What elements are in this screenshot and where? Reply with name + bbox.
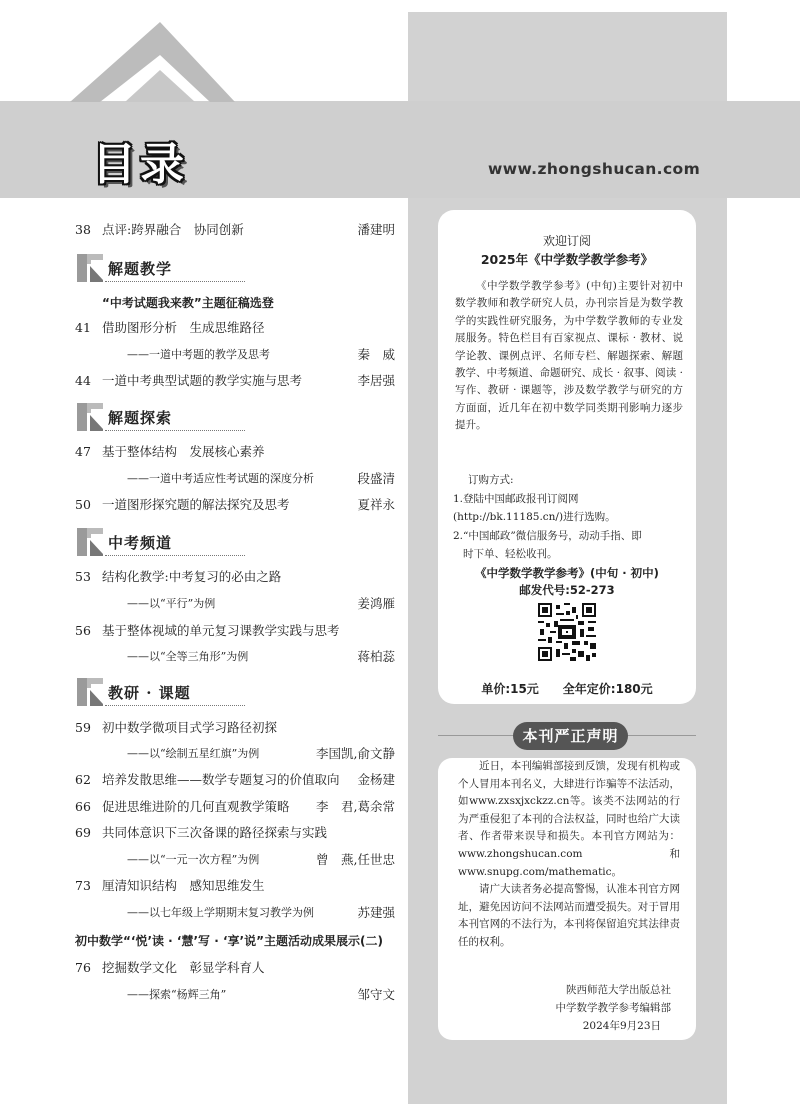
article-subtitle: ——以“平行”为例 [127,597,216,610]
notice-body [458,758,680,952]
article-subtitle: ——一道中考适应性考试题的深度分析 [127,472,314,485]
section-logo-icon [75,526,105,558]
toc-subtitle-59 [75,744,395,764]
author: 潘建明 [357,222,395,237]
article-title: 培养发散思维——数学专题复习的价值取向 [102,772,340,787]
section-jieti-jiaoxue [75,252,250,284]
notice-paragraph-1: 近日，本刊编辑部接到反馈，发现有机构或个人冒用本刊名义，大肆进行诈骗等不法活动，如www.zxsxjxckzz.cn等。该类不法网站的行为严重侵犯了本刊的合法权益，同时也给广大读者、作者带来误导和损失。本刊官方网站为：www.zhongshucan.com 和 www.snupg.com/mathematic。 [458,760,680,878]
page-number: 41 [75,320,91,335]
section-logo-icon [75,401,105,433]
article-title: 结构化教学:中考复习的必由之路 [102,569,282,584]
toc-item-41[interactable] [75,318,395,338]
roof-decoration [50,20,240,105]
notice-banner: 本刊严正声明 [513,722,628,750]
toc-item-59[interactable] [75,718,395,738]
column-heading: “中考试题我来教”主题征稿选登 [102,296,274,310]
author: 段盛清 [357,471,395,486]
author: 姜鸿雁 [357,596,395,611]
article-title: 基于整体结构 发展核心素养 [102,444,265,459]
page-number: 38 [75,222,91,237]
order-method-1: 1.登陆中国邮政报刊订阅网 [453,493,579,505]
section-title: 解题教学 [108,260,173,278]
page-number: 44 [75,373,91,388]
section-logo-icon [75,676,105,708]
section-jiaoyan-keti [75,676,250,708]
toc-subtitle-41 [75,345,395,365]
order-method-2: 2.“中国邮政”微信服务号，动动手指、即 [453,530,642,542]
article-title: 借助图形分析 生成思维路径 [102,320,265,335]
subscribe-panel [438,210,696,704]
author: 蒋柏蕊 [357,649,395,664]
author: 金杨建 [357,772,395,787]
article-subtitle: ——以“绘制五星红旗”为例 [127,747,260,760]
dotted-divider [105,281,245,282]
site-url[interactable]: www.zhongshucan.com [488,160,701,178]
subscribe-journal-title: 2025年《中学数学教学参考》 [480,252,654,267]
article-title: 基于整体视域的单元复习课教学实践与思考 [102,623,340,638]
dotted-divider [105,555,245,556]
page-number: 69 [75,825,91,840]
toc-item-62[interactable] [75,770,395,790]
editorial-dept: 中学数学教学参考编辑部 [555,1002,671,1014]
article-subtitle: ——以“一元一次方程”为例 [127,853,260,866]
price-line: 单价:15元 全年定价:180元 [481,682,653,696]
page-number: 53 [75,569,91,584]
toc-item-53[interactable] [75,567,395,587]
section-title: 教研 · 课题 [108,684,191,702]
toc-item-50[interactable] [75,495,395,515]
article-subtitle: ——以七年级上学期期末复习教学为例 [127,906,314,919]
page-number: 66 [75,799,91,814]
subscribe-title: 欢迎订阅 [542,234,591,248]
section-logo-icon [75,252,105,284]
article-subtitle: ——以“全等三角形”为例 [127,650,249,663]
section-jieti-tansuo [75,401,250,433]
author: 夏祥永 [357,497,395,512]
author: 苏建强 [357,905,395,920]
toc-subtitle-76 [75,985,395,1005]
publisher-name: 陕西师范大学出版总社 [566,984,671,996]
page-number: 73 [75,878,91,893]
author: 曾 燕,任世忠 [316,852,395,867]
postal-code: 邮发代号:52-273 [519,583,615,597]
toc-subtitle-53 [75,594,395,614]
section-title: 中考频道 [108,534,173,552]
order-method-title: 订购方式: [468,474,514,486]
notice-panel [438,758,696,1040]
article-title: 一道图形探究题的解法探究及思考 [102,497,290,512]
article-title: 一道中考典型试题的教学实施与思考 [102,373,303,388]
section-title: 解题探索 [108,409,173,427]
toc-item-47[interactable] [75,442,395,462]
article-title: 厘清知识结构 感知思维发生 [102,878,265,893]
article-title: 促进思维进阶的几何直观教学策略 [102,799,290,814]
dotted-divider [105,430,245,431]
notice-date: 2024年9月23日 [582,1020,661,1032]
order-method-2-cont: 时下单、轻松收刊。 [463,548,558,560]
author: 李居强 [357,373,395,388]
page-number: 59 [75,720,91,735]
page-number: 47 [75,444,91,459]
journal-edition: 《中学数学教学参考》(中旬 · 初中) [475,566,659,580]
page-number: 62 [75,772,91,787]
article-title: 挖掘数学文化 彰显学科育人 [102,960,265,975]
author: 邹守文 [357,987,395,1002]
author: 李国凯,俞文静 [316,746,395,761]
article-subtitle: ——探索“杨辉三角” [127,988,227,1001]
toc-subtitle-73 [75,903,395,923]
toc-item-44[interactable] [75,371,395,391]
section-zhongkao-pindao [75,526,250,558]
toc-subtitle-56 [75,647,395,667]
article-title: 初中数学微项目式学习路径初探 [102,720,278,735]
article-title: 共同体意识下三次备课的路径探索与实践 [102,825,328,840]
qr-code-icon[interactable] [538,603,596,661]
author: 李 君,葛余常 [316,799,395,814]
toc-item-38[interactable] [75,220,395,240]
toc-item-76[interactable] [75,958,395,978]
toc-item-56[interactable] [75,621,395,641]
toc-subtitle-47 [75,469,395,489]
column-heading-showcase: 初中数学“‘悦’读 · ‘慧’写 · ‘享’说”主题活动成果展示(二) [75,934,383,948]
toc-item-66[interactable] [75,797,395,817]
toc-item-73[interactable] [75,876,395,896]
page-number: 56 [75,623,91,638]
toc-subtitle-69 [75,850,395,870]
toc-item-69[interactable] [75,823,395,843]
article-subtitle: ——一道中考题的教学及思考 [127,348,270,361]
notice-paragraph-2: 请广大读者务必提高警惕，认准本刊官方网址，避免因访问不法网站而遭受损失。对于冒用本刊官网的不法行为，本刊将保留追究其法律责任的权利。 [458,883,680,948]
article-title: 点评:跨界融合 协同创新 [102,222,244,237]
page-number: 76 [75,960,91,975]
author: 秦 威 [357,347,395,362]
page-title: 目录 [92,139,188,190]
dotted-divider [105,705,245,706]
subscribe-body: 《中学数学教学参考》(中旬)主要针对初中数学教师和教学研究人员，办刊宗旨是为数学教学的实践性研究服务，为中学数学教师的专业发展服务。特色栏目有百家视点、课标 · 教材、说学论教、课例点评、名师专栏、解题探索、解题教学、中考频道、命题研究、成长 · 叙事、阅读 · 写作、教研 · 课题等，涉及数学教学与研究的方方面面，近几年在初中数学同类期刊影响力逐步提升。 [455,280,683,432]
order-method-1-link[interactable]: (http://bk.11185.cn/)进行选购。 [453,511,616,523]
page-number: 50 [75,497,91,512]
